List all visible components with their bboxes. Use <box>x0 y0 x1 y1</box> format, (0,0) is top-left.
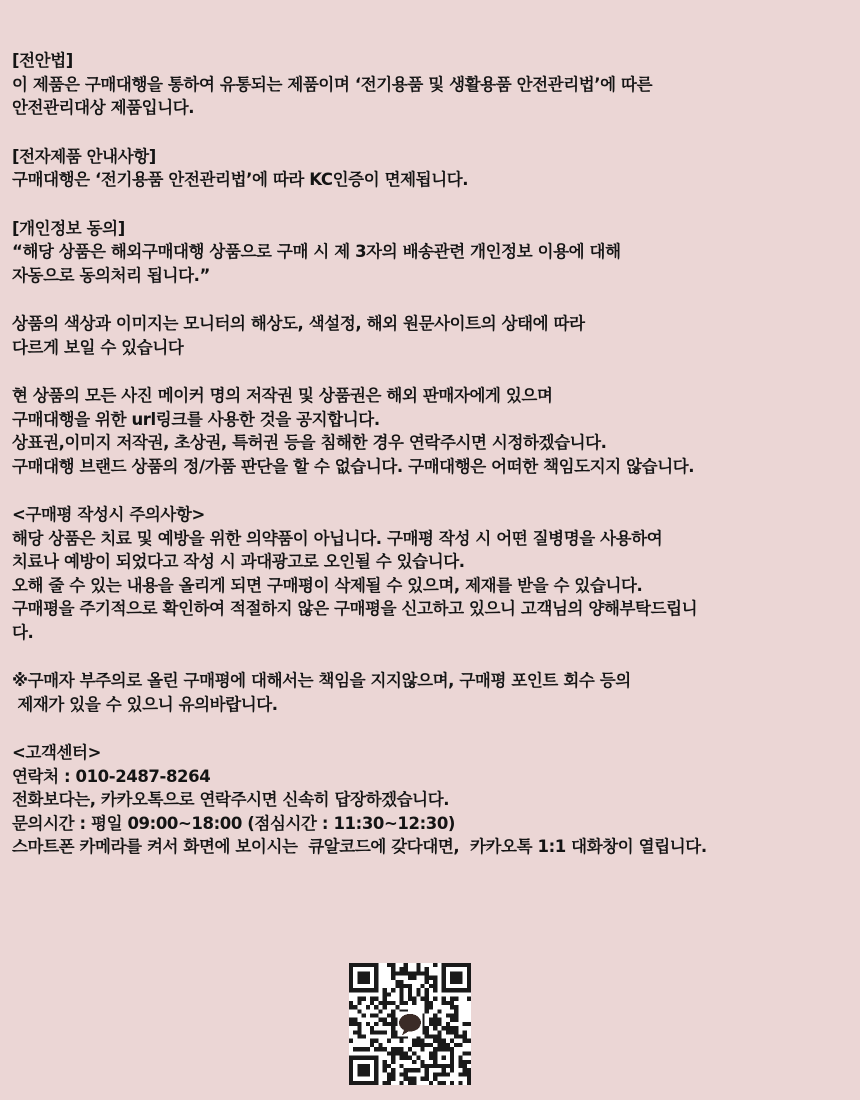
section-line: 이 제품은 구매대행을 통하여 유통되는 제품이며 ‘전기용품 및 생활용품 안전관리법’에 따른 <box>12 74 653 94</box>
section-line-first: <고객센터> <box>12 743 102 762</box>
kakaotalk-qr-code <box>349 963 471 1085</box>
section-line: 구매대행을 위한 url링크를 사용한 것을 공지합니다. <box>12 409 380 429</box>
section-buyer-caution <box>12 669 852 716</box>
section-line: 제재가 있을 수 있으니 유의바랍니다. <box>12 694 278 714</box>
section-line: 구매대행은 ‘전기용품 안전관리법’에 따라 KC인증이 면제됩니다. <box>12 170 469 189</box>
section-line: 문의시간 : 평일 09:00~18:00 (점심시간 : 11:30~12:30) <box>12 813 456 833</box>
section-line-first: ※구매자 부주의로 올린 구매평에 대해서는 책임을 지지않으며, 구매평 포인트 회수 등의 <box>12 671 631 690</box>
section-customer-center <box>12 741 852 859</box>
section-safety-law <box>12 49 852 120</box>
section-line-first: [전자제품 안내사항] <box>12 146 156 166</box>
section-line: 다. <box>12 622 34 642</box>
section-line-first: [개인정보 동의] <box>12 218 125 238</box>
section-color-notice <box>12 312 852 359</box>
section-line: 상표권,이미지 저작권, 초상권, 특허권 등을 침해한 경우 연락주시면 시정하겠습니다. <box>12 433 607 452</box>
section-line: 자동으로 동의처리 됩니다.” <box>12 265 210 285</box>
section-copyright-notice <box>12 384 852 478</box>
section-line: 구매대행 브랜드 상품의 정/가품 판단을 할 수 없습니다. 구매대행은 어떠한 책임도지지 않습니다. <box>12 456 695 476</box>
section-line: 치료나 예방이 되었다고 작성 시 과대광고로 오인될 수 있습니다. <box>12 552 465 571</box>
section-electronics-notice <box>12 145 852 192</box>
section-line-first: 상품의 색상과 이미지는 모니터의 해상도, 색설정, 해외 원문사이트의 상태에 따라 <box>12 314 585 333</box>
section-line: “해당 상품은 해외구매대행 상품으로 구매 시 제 3자의 배송관련 개인정보 이용에 대해 <box>12 242 621 261</box>
section-line: 오해 줄 수 있는 내용을 올리게 되면 구매평이 삭제될 수 있으며, 제재를 받을 수 있습니다. <box>12 575 643 595</box>
section-line: 구매평을 주기적으로 확인하여 적절하지 않은 구매평을 신고하고 있으니 고객님의 양해부탁드립니 <box>12 599 698 618</box>
section-line: 전화보다는, 카카오톡으로 연락주시면 신속히 답장하겠습니다. <box>12 790 450 809</box>
section-line: 다르게 보일 수 있습니다 <box>12 337 184 357</box>
notice-document <box>12 49 852 884</box>
section-line: 안전관리대상 제품입니다. <box>12 98 195 117</box>
section-line: 해당 상품은 치료 및 예방을 위한 의약품이 아닙니다. 구매평 작성 시 어떤 질병명을 사용하여 <box>12 528 663 548</box>
section-line-first: <구매평 작성시 주의사항> <box>12 505 205 524</box>
section-line: 스마트폰 카메라를 켜서 화면에 보이시는 큐알코드에 갖다대면, 카카오톡 1:1 대화창이 열립니다. <box>12 837 707 856</box>
section-line-first: 현 상품의 모든 사진 메이커 명의 저작권 및 상품권은 해외 판매자에게 있으며 <box>12 386 553 405</box>
section-privacy-consent <box>12 217 852 288</box>
section-line: 연락처 : 010-2487-8264 <box>12 766 211 786</box>
section-review-caution <box>12 503 852 644</box>
section-line-first: [전안법] <box>12 51 73 70</box>
qr-code-icon <box>349 963 471 1085</box>
